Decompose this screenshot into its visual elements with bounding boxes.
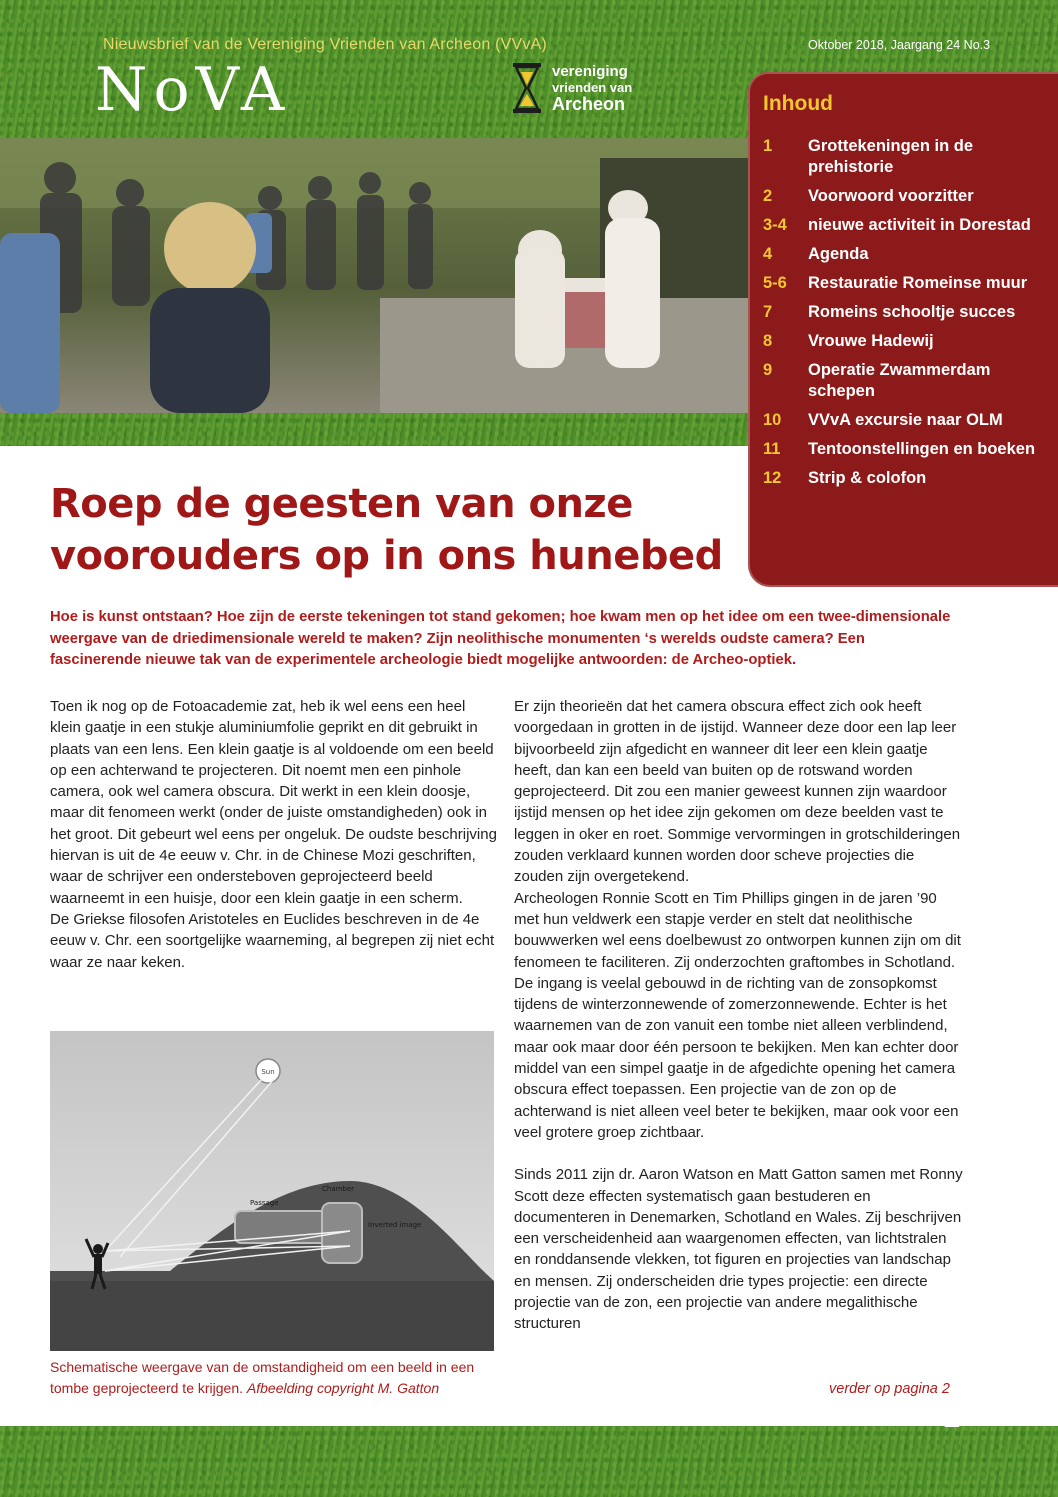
photo-grass-band [0, 413, 760, 446]
toc-item-title: nieuwe activiteit in Dorestad [808, 216, 1031, 234]
caption-credit: Afbeelding copyright M. Gatton [246, 1380, 440, 1396]
article-lead: Hoe is kunst ontstaan? Hoe zijn de eerste tekeningen tot stand gekomen; hoe kwam men op het idee om een twee-dimensionale weergave van de driedimensionale wereld te maken? Zijn neolithische monumenten ‘s werelds oudste camera? Een fascinerende nieuwe tak van de experimentele archeologie biedt mogelijke antwoorden: de Archeo-optiek. [50, 609, 951, 668]
paragraph: Archeologen Ronnie Scott en Tim Phillips gingen in de jaren ’90 met hun veldwerk een stapje verder en stelt dat neolithische bouwwerken wel eens doelbewust zo ontworpen kunnen zijn om dit fenomeen te faciliteren. Zij onderzochten graftombes in Schotland. De ingang is veelal gebouwd in de richting van de zonsopkomst tijdens de winterzonnewende of zomerzonnewende. Echter is het waarnemen van de zon vanuit een tombe niet alleen verblindend, maar ook maar door één persoon te bekijken. Men kan echter door middel van een simpel gaatje in de afgedichte opening het camera obscura effect toepassen. Een projectie van de zon op de achterwand is niet alleen veel beter te bekijken, maar ook voor een veel grotere groep zichtbaar. [514, 889, 961, 1141]
article-title-line1: Roep de geesten van onze [50, 481, 633, 527]
vvva-logo [512, 62, 632, 114]
toc-page-number: 2 [763, 187, 773, 205]
toc-item-title: Tentoonstellingen en boeken [808, 440, 1036, 458]
figure-label-sun: Sun [261, 1068, 275, 1076]
toc-page-number: 12 [763, 469, 782, 487]
figure-label-passage: Passage [250, 1199, 279, 1207]
issue-info: Oktober 2018, Jaargang 24 No.3 [808, 38, 991, 52]
toc-item-title: Operatie Zwammerdam schepen [808, 361, 991, 400]
toc-item[interactable] [763, 136, 1058, 178]
toc-item-title: VVvA excursie naar OLM [808, 411, 1003, 429]
toc-page-number: 1 [763, 137, 773, 155]
vvva-logo-line2: vrienden van [552, 80, 633, 95]
vvva-logo-line3: Archeon [552, 94, 626, 114]
article-column-left [50, 696, 498, 973]
paragraph: Sinds 2011 zijn dr. Aaron Watson en Matt Gatton samen met Ronny Scott deze effecten systematisch gaan bestuderen en documenteren in Denemarken, Schotland en Wales. Zij beschrijven een verscheidenheid aan waargenomen effecten, van lichtstralen en ronddansende vlekken, tot figuren en projecties van landschap en mensen. Zij onderscheiden drie types projectie: een directe projectie van de zon, een projectie van andere megalithische structuren [514, 1166, 963, 1333]
cover-photo [0, 138, 748, 413]
toc-item[interactable] [763, 331, 1058, 352]
paragraph: Toen ik nog op de Fotoacademie zat, heb ik wel eens een heel klein gaatje in een stukje aluminiumfolie geprikt en dit gebruikt in plaats van een lens. Een klein gaatje is al voldoende om een beeld op een achterwand te projecteren. Dit noemt men een pinhole camera, ook wel camera obscura. Dit werkt in een klein doosje, maar dit fenomeen werkt (onder de juiste omstandigheden) ook in het groot. Dit gebeurt wel eens per ongeluk. De oudste beschrijving hiervan is uit de 4e eeuw v. Chr. in de Chinese Mozi geschriften, waar de schrijver een ondersteboven geprojecteerd beeld waarneemt in een huisje, door een klein gaatje in een scherm. [50, 698, 497, 907]
toc-page-number: 3-4 [763, 216, 787, 234]
figure-diagram [50, 1031, 494, 1351]
toc-item[interactable] [763, 468, 1058, 489]
toc-item[interactable] [763, 273, 1058, 294]
toc-item-title: Strip & colofon [808, 469, 927, 487]
toc-item-title: Grottekeningen in de prehistorie [808, 137, 974, 176]
toc-item[interactable] [763, 439, 1058, 460]
toc-item[interactable] [763, 215, 1058, 236]
figure-label-chamber: Chamber [322, 1185, 355, 1193]
toc-item-title: Romeins schooltje succes [808, 303, 1016, 321]
toc-page-number: 9 [763, 361, 773, 379]
table-of-contents [748, 72, 1058, 587]
newsletter-tagline: Nieuwsbrief van de Vereniging Vrienden van Archeon (VVvA) [103, 36, 547, 53]
toc-page-number: 8 [763, 332, 773, 350]
toc-page-number: 11 [763, 440, 781, 458]
continued-link[interactable]: verder op pagina 2 [829, 1381, 950, 1397]
footer-band [0, 1426, 1058, 1497]
vvva-logo-line1: vereniging [552, 63, 628, 80]
article-column-right [514, 696, 964, 1335]
toc-item[interactable] [763, 360, 1058, 402]
toc-page-number: 4 [763, 245, 773, 263]
paragraph: De Griekse filosofen Aristoteles en Euclides beschreven in de 4e eeuw v. Chr. een soortgelijke waarneming, al begrepen zij niet echt waar ze naar keken. [50, 910, 495, 971]
toc-item[interactable] [763, 186, 1058, 207]
toc-item-title: Agenda [808, 245, 869, 263]
toc-title: Inhoud [763, 92, 833, 115]
article-title [50, 478, 750, 582]
nova-logo: NoVA [95, 55, 291, 125]
toc-item-title: Restauratie Romeinse muur [808, 274, 1028, 292]
page-number: 1 [942, 1399, 960, 1434]
article-title-line2: voorouders op in ons hunebed [50, 533, 723, 579]
toc-item[interactable] [763, 244, 1058, 265]
toc-page-number: 5-6 [763, 274, 787, 292]
toc-item[interactable] [763, 410, 1058, 431]
toc-item-title: Vrouwe Hadewij [808, 332, 934, 350]
figure-caption [50, 1357, 500, 1399]
figure-label-screen: Inverted image [368, 1221, 422, 1229]
toc-item-title: Voorwoord voorzitter [808, 187, 974, 205]
toc-page-number: 10 [763, 411, 782, 429]
toc-page-number: 7 [763, 303, 773, 321]
toc-item[interactable] [763, 302, 1058, 323]
caption-text: Schematische weergave van de omstandigheid om een beeld in een tombe geprojecteerd te krijgen. [50, 1359, 475, 1396]
paragraph: Er zijn theorieën dat het camera obscura effect zich ook heeft voorgedaan in grotten in de ijstijd. Wanneer deze door een lap leer bijvoorbeeld zijn afgedicht en wanneer dit leer een klein gaatje heeft, dan kan een beeld van buiten op de rotswand worden geprojecteerd. Dit zou een manier geweest kunnen zijn waardoor ijstijd mensen op het idee zijn gekomen om deze beelden vast te leggen in oker en roet. Sommige vervormingen in grotschilderingen zouden verklaard kunnen worden door scheve projecties die zouden zijn overgetekend. [514, 698, 961, 886]
hourglass-icon [512, 62, 542, 114]
